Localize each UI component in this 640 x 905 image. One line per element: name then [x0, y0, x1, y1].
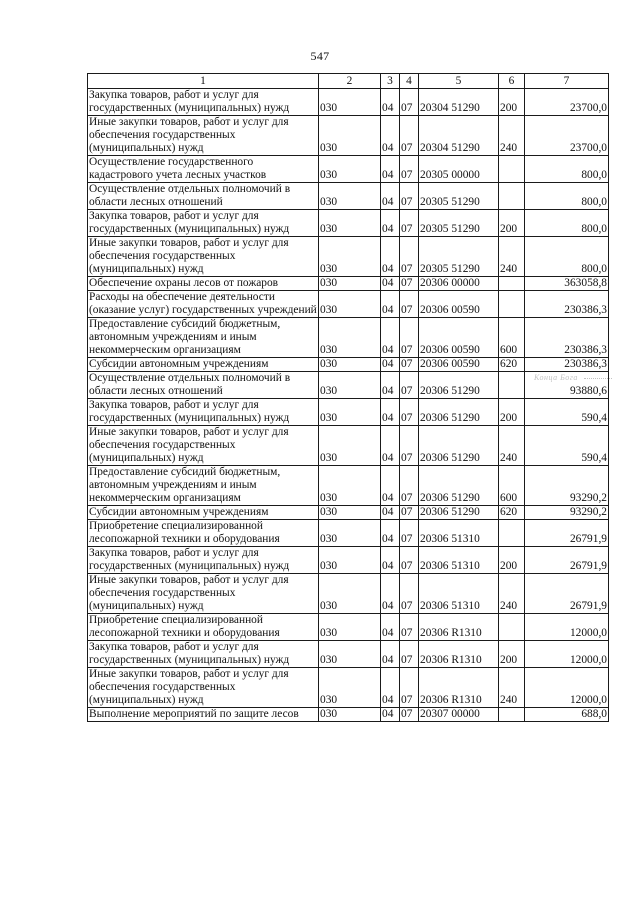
row-subsection: 07: [400, 372, 419, 399]
row-target: 20305 51290: [419, 237, 499, 277]
row-name: Предоставление субсидий бюджетным, автономным учреждениям и иным некоммерческим организациям: [88, 318, 319, 358]
row-section: 04: [381, 426, 400, 466]
row-code: 030: [319, 237, 381, 277]
row-expense-type: 600: [499, 318, 525, 358]
row-sum: 230386,3: [525, 291, 609, 318]
row-section: 04: [381, 183, 400, 210]
table-row: [88, 426, 609, 466]
row-subsection: 07: [400, 183, 419, 210]
row-name: Осуществление отдельных полномочий в области лесных отношений: [88, 372, 319, 399]
row-target: 20306 00590: [419, 318, 499, 358]
row-code: 030: [319, 426, 381, 466]
table-row: [88, 318, 609, 358]
row-subsection: 07: [400, 506, 419, 520]
row-subsection: 07: [400, 614, 419, 641]
row-sum: 23700,0: [525, 116, 609, 156]
row-name: Иные закупки товаров, работ и услуг для обеспечения государственных (муниципальных) нужд: [88, 574, 319, 614]
row-name: Иные закупки товаров, работ и услуг для обеспечения государственных (муниципальных) нужд: [88, 116, 319, 156]
header-sum: 7: [525, 74, 609, 89]
row-sum: 230386,3: [525, 318, 609, 358]
row-name: Иные закупки товаров, работ и услуг для обеспечения государственных (муниципальных) нужд: [88, 426, 319, 466]
row-section: 04: [381, 547, 400, 574]
table-row: [88, 641, 609, 668]
row-expense-type: [499, 156, 525, 183]
table-row: [88, 372, 609, 399]
row-expense-type: 240: [499, 426, 525, 466]
row-section: 04: [381, 116, 400, 156]
row-target: 20306 51310: [419, 547, 499, 574]
row-section: 04: [381, 372, 400, 399]
row-target: 20305 00000: [419, 156, 499, 183]
table-row: [88, 156, 609, 183]
row-name: Субсидии автономным учреждениям: [88, 358, 319, 372]
row-sum: 590,4: [525, 399, 609, 426]
row-sum: 230386,3: [525, 358, 609, 372]
table-row: [88, 547, 609, 574]
row-name: Закупка товаров, работ и услуг для государственных (муниципальных) нужд: [88, 210, 319, 237]
row-code: 030: [319, 574, 381, 614]
row-name: Иные закупки товаров, работ и услуг для обеспечения государственных (муниципальных) нужд: [88, 668, 319, 708]
table-row: [88, 291, 609, 318]
row-name: Обеспечение охраны лесов от пожаров: [88, 277, 319, 291]
row-name: Предоставление субсидий бюджетным, автономным учреждениям и иным некоммерческим организациям: [88, 466, 319, 506]
budget-table: [87, 73, 609, 722]
row-target: 20306 R1310: [419, 668, 499, 708]
table-row: [88, 116, 609, 156]
row-subsection: 07: [400, 426, 419, 466]
row-code: 030: [319, 506, 381, 520]
header-code: 2: [319, 74, 381, 89]
row-expense-type: 200: [499, 89, 525, 116]
row-code: 030: [319, 116, 381, 156]
row-code: 030: [319, 520, 381, 547]
row-section: 04: [381, 466, 400, 506]
row-name: Закупка товаров, работ и услуг для государственных (муниципальных) нужд: [88, 399, 319, 426]
row-code: 030: [319, 708, 381, 722]
table-row: [88, 574, 609, 614]
row-expense-type: 620: [499, 358, 525, 372]
header-name: 1: [88, 74, 319, 89]
row-subsection: 07: [400, 547, 419, 574]
row-target: 20305 51290: [419, 210, 499, 237]
row-sum: 688,0: [525, 708, 609, 722]
row-sum: 800,0: [525, 237, 609, 277]
row-sum: 12000,0: [525, 668, 609, 708]
row-target: 20306 51310: [419, 574, 499, 614]
row-expense-type: 620: [499, 506, 525, 520]
table-row: [88, 358, 609, 372]
row-subsection: 07: [400, 708, 419, 722]
row-name: Осуществление государственного кадастрового учета лесных участков: [88, 156, 319, 183]
table-row: [88, 399, 609, 426]
row-section: 04: [381, 506, 400, 520]
table-row: [88, 708, 609, 722]
scan-artifact: Конца Бога: [534, 373, 612, 382]
row-section: 04: [381, 277, 400, 291]
row-section: 04: [381, 291, 400, 318]
row-section: 04: [381, 358, 400, 372]
row-expense-type: 200: [499, 641, 525, 668]
table-row: [88, 210, 609, 237]
row-sum: 23700,0: [525, 89, 609, 116]
row-expense-type: 200: [499, 210, 525, 237]
table-row: [88, 506, 609, 520]
row-code: 030: [319, 183, 381, 210]
row-target: 20307 00000: [419, 708, 499, 722]
row-code: 030: [319, 399, 381, 426]
row-sum: 93290,2: [525, 466, 609, 506]
row-sum: 800,0: [525, 156, 609, 183]
row-subsection: 07: [400, 668, 419, 708]
row-expense-type: [499, 708, 525, 722]
row-target: 20306 00590: [419, 291, 499, 318]
row-code: 030: [319, 277, 381, 291]
row-expense-type: 240: [499, 237, 525, 277]
row-subsection: 07: [400, 318, 419, 358]
row-sum: 93880,6: [525, 372, 609, 399]
row-expense-type: 240: [499, 668, 525, 708]
row-name: Субсидии автономным учреждениям: [88, 506, 319, 520]
row-target: 20306 51290: [419, 506, 499, 520]
row-sum: 800,0: [525, 210, 609, 237]
row-section: 04: [381, 668, 400, 708]
row-subsection: 07: [400, 277, 419, 291]
row-code: 030: [319, 641, 381, 668]
row-subsection: 07: [400, 399, 419, 426]
row-subsection: 07: [400, 291, 419, 318]
row-sum: 363058,8: [525, 277, 609, 291]
row-section: 04: [381, 318, 400, 358]
row-target: 20306 00000: [419, 277, 499, 291]
row-code: 030: [319, 466, 381, 506]
row-code: 030: [319, 318, 381, 358]
row-section: 04: [381, 399, 400, 426]
row-code: 030: [319, 210, 381, 237]
table-row: [88, 277, 609, 291]
row-name: Закупка товаров, работ и услуг для государственных (муниципальных) нужд: [88, 89, 319, 116]
row-name: Выполнение мероприятий по защите лесов: [88, 708, 319, 722]
header-subsection: 4: [400, 74, 419, 89]
row-name: Приобретение специализированной лесопожарной техники и оборудования: [88, 614, 319, 641]
row-subsection: 07: [400, 466, 419, 506]
row-target: 20305 51290: [419, 183, 499, 210]
row-expense-type: 200: [499, 547, 525, 574]
row-code: 030: [319, 668, 381, 708]
row-subsection: 07: [400, 89, 419, 116]
row-expense-type: [499, 614, 525, 641]
row-expense-type: [499, 183, 525, 210]
row-sum: 26791,9: [525, 547, 609, 574]
page-number: 547: [310, 49, 330, 63]
row-expense-type: [499, 291, 525, 318]
row-expense-type: 240: [499, 574, 525, 614]
row-name: Осуществление отдельных полномочий в области лесных отношений: [88, 183, 319, 210]
header-target: 5: [419, 74, 499, 89]
row-code: 030: [319, 614, 381, 641]
table-row: [88, 466, 609, 506]
row-section: 04: [381, 574, 400, 614]
row-sum: 12000,0: [525, 641, 609, 668]
header-section: 3: [381, 74, 400, 89]
row-sum: 26791,9: [525, 574, 609, 614]
table-row: [88, 614, 609, 641]
row-code: 030: [319, 358, 381, 372]
row-name: Закупка товаров, работ и услуг для государственных (муниципальных) нужд: [88, 641, 319, 668]
row-target: 20306 51290: [419, 372, 499, 399]
row-target: 20306 R1310: [419, 641, 499, 668]
row-name: Иные закупки товаров, работ и услуг для обеспечения государственных (муниципальных) нужд: [88, 237, 319, 277]
row-name: Закупка товаров, работ и услуг для государственных (муниципальных) нужд: [88, 547, 319, 574]
row-subsection: 07: [400, 358, 419, 372]
row-code: 030: [319, 372, 381, 399]
row-subsection: 07: [400, 210, 419, 237]
row-section: 04: [381, 614, 400, 641]
row-section: 04: [381, 520, 400, 547]
row-expense-type: 600: [499, 466, 525, 506]
row-subsection: 07: [400, 237, 419, 277]
table-body: [88, 89, 609, 722]
row-expense-type: [499, 372, 525, 399]
table-header-row: [88, 74, 609, 89]
row-subsection: 07: [400, 156, 419, 183]
header-expense-type: 6: [499, 74, 525, 89]
row-expense-type: 200: [499, 399, 525, 426]
table-row: [88, 89, 609, 116]
row-target: 20306 00590: [419, 358, 499, 372]
row-target: 20306 51290: [419, 399, 499, 426]
row-section: 04: [381, 641, 400, 668]
row-sum: 590,4: [525, 426, 609, 466]
row-code: 030: [319, 291, 381, 318]
row-name: Расходы на обеспечение деятельности (оказание услуг) государственных учреждений: [89, 291, 317, 316]
row-sum: 93290,2: [525, 506, 609, 520]
row-section: 04: [381, 237, 400, 277]
row-expense-type: [499, 520, 525, 547]
row-sum: 26791,9: [525, 520, 609, 547]
row-sum: 12000,0: [525, 614, 609, 641]
row-expense-type: 240: [499, 116, 525, 156]
table-row: [88, 668, 609, 708]
row-expense-type: [499, 277, 525, 291]
row-subsection: 07: [400, 520, 419, 547]
row-code: 030: [319, 156, 381, 183]
row-name: Приобретение специализированной лесопожарной техники и оборудования: [88, 520, 319, 547]
row-section: 04: [381, 89, 400, 116]
row-section: 04: [381, 708, 400, 722]
row-target: 20306 R1310: [419, 614, 499, 641]
row-subsection: 07: [400, 116, 419, 156]
table-row: [88, 237, 609, 277]
row-target: 20304 51290: [419, 116, 499, 156]
row-target: 20306 51290: [419, 466, 499, 506]
table-row: [88, 520, 609, 547]
row-code: 030: [319, 89, 381, 116]
row-section: 04: [381, 210, 400, 237]
row-target: 20304 51290: [419, 89, 499, 116]
row-subsection: 07: [400, 574, 419, 614]
row-target: 20306 51290: [419, 426, 499, 466]
row-sum: 800,0: [525, 183, 609, 210]
row-code: 030: [319, 547, 381, 574]
row-subsection: 07: [400, 641, 419, 668]
row-section: 04: [381, 156, 400, 183]
table-row: [88, 183, 609, 210]
row-target: 20306 51310: [419, 520, 499, 547]
